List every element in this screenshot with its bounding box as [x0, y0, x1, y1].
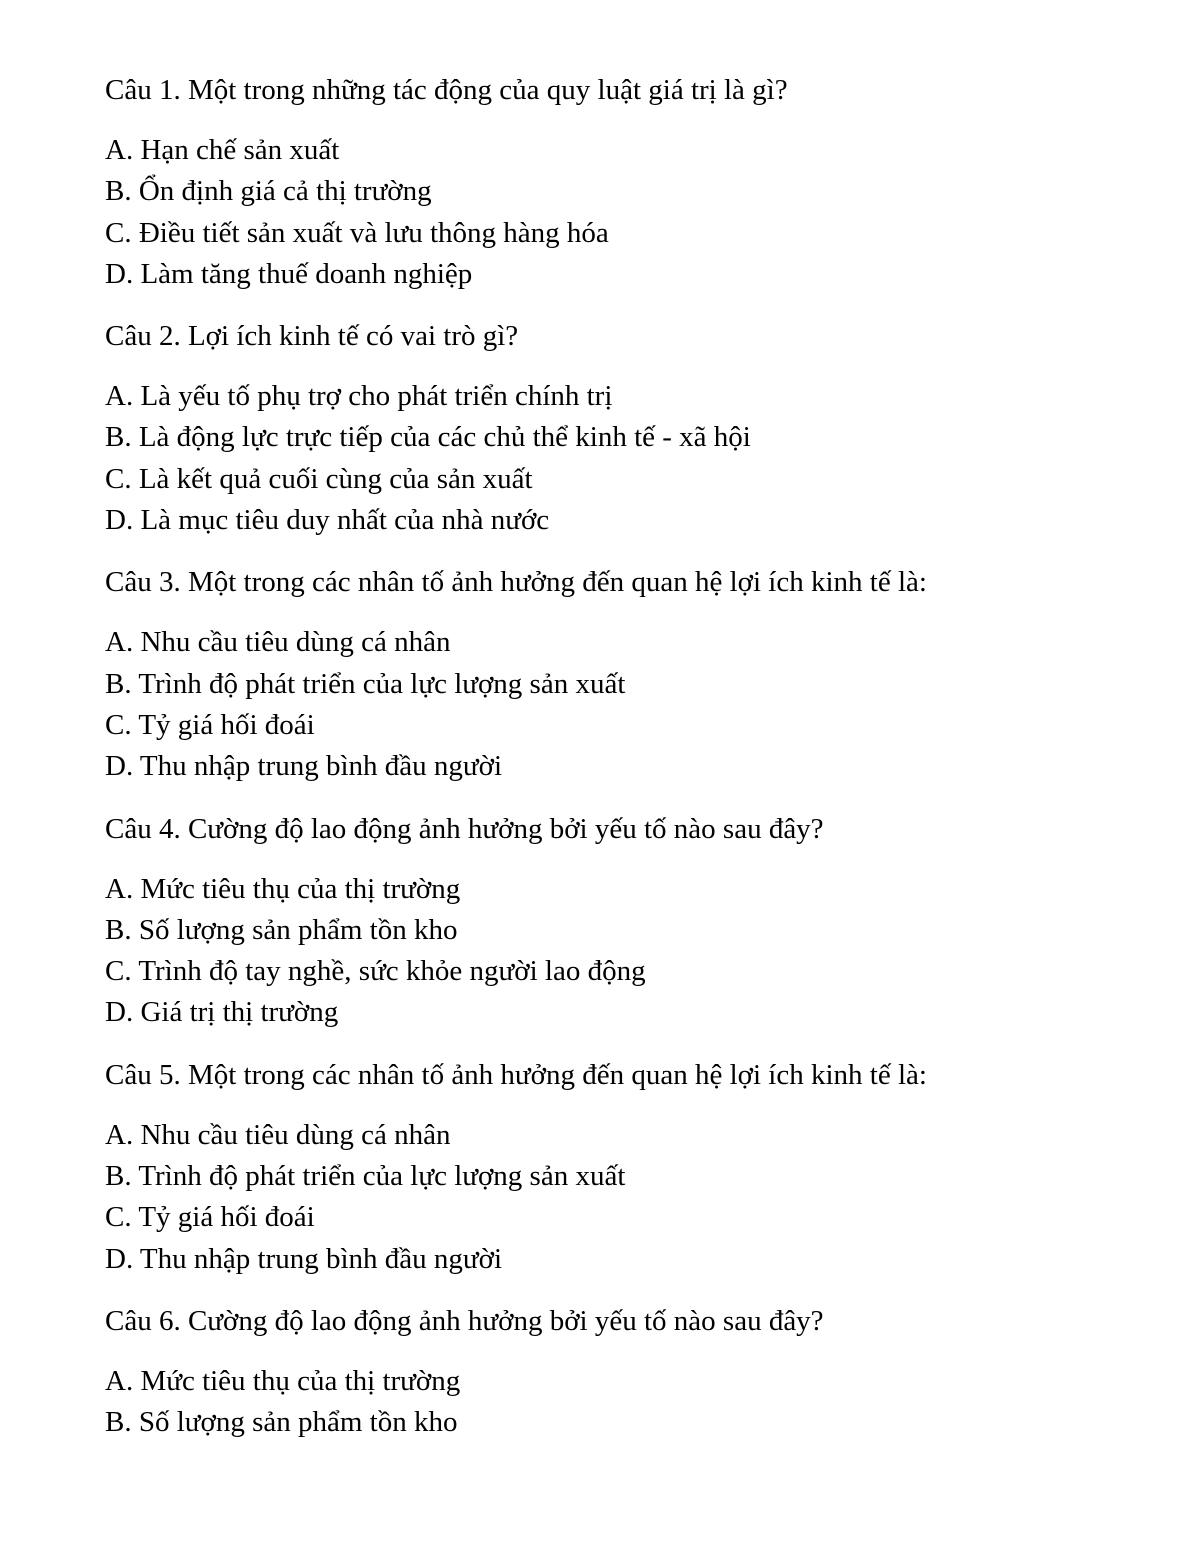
question-5 [105, 1055, 1165, 1280]
option-a: A. Mức tiêu thụ của thị trường [105, 872, 461, 905]
option-a: A. Là yếu tố phụ trợ cho phát triển chính trị [105, 380, 613, 413]
option-c: C. Tỷ giá hối đoái [105, 708, 315, 741]
option-b: B. Trình độ phát triển của lực lượng sản xuất [105, 1160, 626, 1193]
option-d: D. Làm tăng thuế doanh nghiệp [105, 257, 473, 290]
option-d: D. Giá trị thị trường [105, 996, 339, 1029]
option-d: D. Thu nhập trung bình đầu người [105, 1242, 503, 1275]
question-text: Câu 3. Một trong các nhân tố ảnh hưởng đến quan hệ lợi ích kinh tế là: [105, 566, 927, 599]
question-6 [105, 1301, 1165, 1444]
document-page [105, 70, 1165, 1465]
option-a: A. Nhu cầu tiêu dùng cá nhân [105, 1118, 451, 1151]
option-list [105, 622, 1165, 787]
option-c: C. Tỷ giá hối đoái [105, 1201, 315, 1234]
question-2 [105, 316, 1165, 541]
option-list [105, 1115, 1165, 1280]
option-d: D. Là mục tiêu duy nhất của nhà nước [105, 504, 550, 537]
question-4 [105, 809, 1165, 1034]
option-b: B. Ổn định giá cả thị trường [105, 175, 432, 208]
question-text: Câu 4. Cường độ lao động ảnh hưởng bởi yếu tố nào sau đây? [105, 812, 824, 845]
option-b: B. Số lượng sản phẩm tồn kho [105, 1406, 458, 1439]
option-a: A. Nhu cầu tiêu dùng cá nhân [105, 626, 451, 659]
option-list [105, 130, 1165, 295]
question-text: Câu 2. Lợi ích kinh tế có vai trò gì? [105, 320, 519, 353]
option-a: A. Hạn chế sản xuất [105, 134, 340, 166]
option-b: B. Là động lực trực tiếp của các chủ thể kinh tế - xã hội [105, 421, 751, 454]
option-d: D. Thu nhập trung bình đầu người [105, 750, 503, 783]
option-list [105, 376, 1165, 541]
option-c: C. Là kết quả cuối cùng của sản xuất [105, 462, 533, 495]
question-text: Câu 5. Một trong các nhân tố ảnh hưởng đến quan hệ lợi ích kinh tế là: [105, 1058, 927, 1091]
question-3 [105, 562, 1165, 787]
question-text: Câu 6. Cường độ lao động ảnh hưởng bởi yếu tố nào sau đây? [105, 1304, 824, 1337]
option-a: A. Mức tiêu thụ của thị trường [105, 1364, 461, 1397]
option-b: B. Trình độ phát triển của lực lượng sản xuất [105, 667, 626, 700]
option-c: C. Trình độ tay nghề, sức khỏe người lao động [105, 955, 646, 988]
option-list [105, 1361, 1165, 1444]
option-c: C. Điều tiết sản xuất và lưu thông hàng hóa [105, 216, 609, 249]
option-b: B. Số lượng sản phẩm tồn kho [105, 913, 458, 946]
question-1 [105, 70, 1165, 295]
question-text: Câu 1. Một trong những tác động của quy luật giá trị là gì? [105, 74, 788, 106]
option-list [105, 869, 1165, 1034]
